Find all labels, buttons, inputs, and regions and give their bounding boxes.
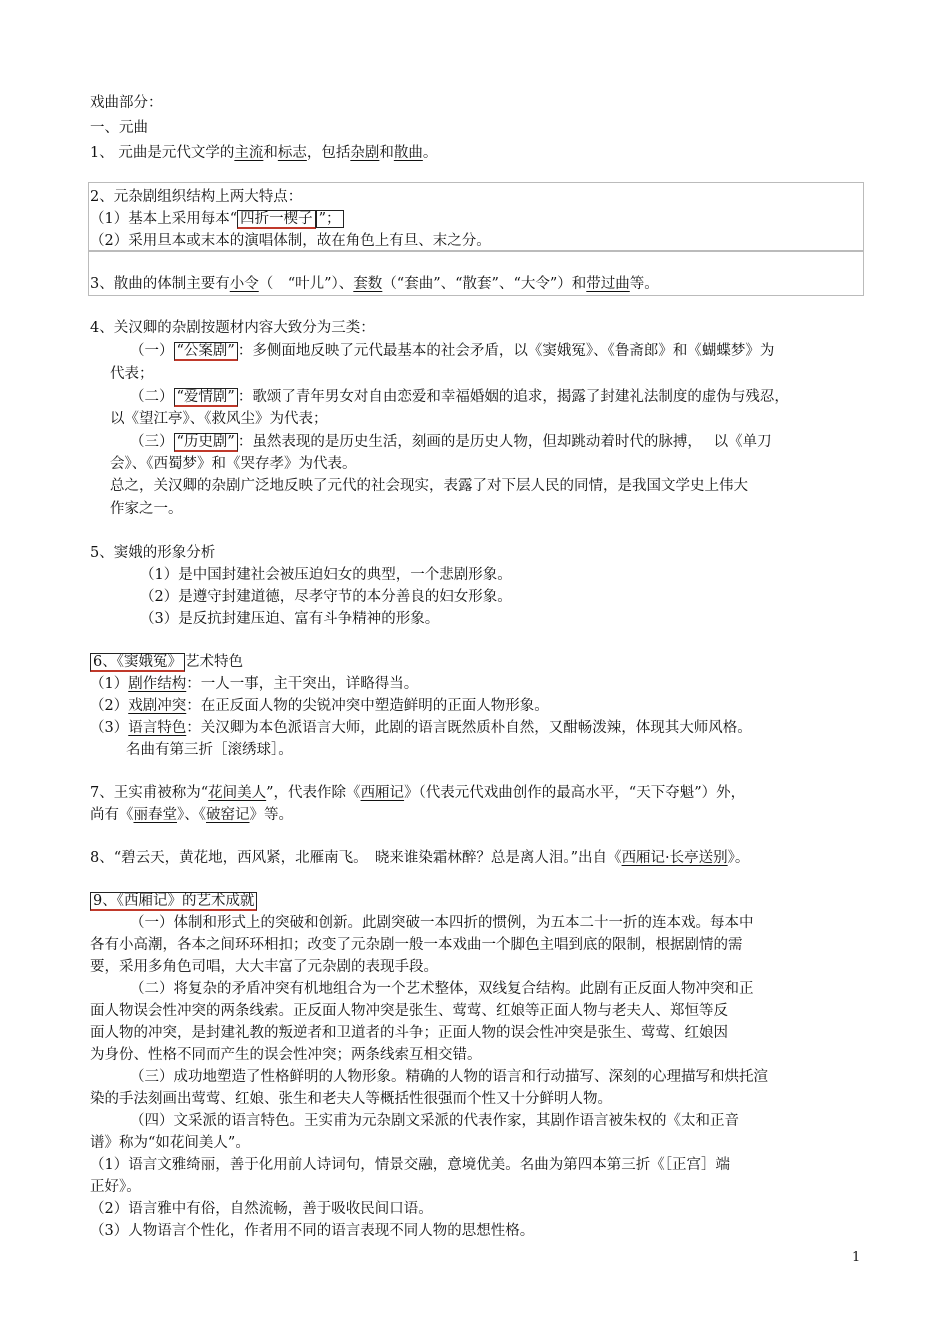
item-7: 7、王实甫被称为“花间美人”，代表作除《西厢记》（代表元代戏曲创作的最高水平，“天下夺魁”）外， <box>90 785 746 801</box>
item-9-p4-2: 谱》称为“如花间美人”。 <box>90 1135 250 1151</box>
item-9-p1-2: 各有小高潮，各本之间环环相扣；改变了元杂剧一般一本戏曲一个脚色主唱到底的限制，根据剧情的需 <box>90 937 743 953</box>
item-9-p2: （二）将复杂的矛盾冲突有机地组合为一个艺术整体，双线复合结构。此剧有正反面人物冲突和正 <box>130 981 754 997</box>
item-9-p2-4: 为身份、性格不同而产生的误会性冲突；两条线索互相交错。 <box>90 1047 482 1063</box>
item-9-head: 9、《西厢记》的艺术成就 <box>90 891 257 911</box>
item-1: 1、 元曲是元代文学的主流和标志，包括杂剧和散曲。 <box>90 145 438 161</box>
item-9-p1: （一）体制和形式上的突破和创新。此剧突破一本四折的惯例，为五本二十一折的连本戏。每本中 <box>130 915 754 931</box>
item-9-p3-2: 染的手法刻画出莺莺、红娘、张生和老夫人等概括性很强而个性又十分鲜明人物。 <box>90 1091 612 1107</box>
item-4-head: 4、关汉卿的杂剧按题材内容大致分为三类： <box>90 320 375 336</box>
item-4-summary-cont: 作家之一。 <box>110 501 183 517</box>
item-4-c2: （二） “爱情剧” ：歌颂了青年男女对自由恋爱和幸福婚姻的追求，揭露了封建礼法制度的虚伪与残忍， <box>130 389 789 405</box>
doc-title: 戏曲部分： <box>90 95 163 111</box>
item-6-l3: （3）语言特色：关汉卿为本色派语言大师，此剧的语言既然质朴自然，又酣畅泼辣，体现其大师风格。 <box>90 720 752 736</box>
item-6-l1: （1）剧作结构：一人一事，主干突出，详略得当。 <box>90 676 419 692</box>
item-9-p3: （三）成功地塑造了性格鲜明的人物形象。精确的人物的语言和行动描写、深刻的心理描写和烘托渲 <box>130 1069 768 1085</box>
page-number: 1 <box>852 1250 861 1265</box>
item-8: 8、“碧云天，黄花地，西风紧，北雁南飞。 晓来谁染霜林醉？总是离人泪。”出自《西厢记·长亭送别》。 <box>90 850 750 866</box>
item-4-c3-cont: 会》、《西蜀梦》和《哭存孝》为代表。 <box>110 456 357 472</box>
item-6-l4: 名曲有第三折［滚绣球］。 <box>126 742 293 758</box>
item-6-l2: （2）戏剧冲突：在正反面人物的尖锐冲突中塑造鲜明的正面人物形象。 <box>90 698 549 714</box>
item-9-p2-2: 面人物误会性冲突的两条线索。正反面人物冲突是张生、莺莺、红娘等正面人物与老夫人、郑恒等反 <box>90 1003 728 1019</box>
section-heading: 一、元曲 <box>90 120 148 136</box>
item-9-p1-3: 要，采用多角色司唱，大大丰富了元杂剧的表现手段。 <box>90 959 438 975</box>
item-7-cont: 尚有《丽春堂》、《破窑记》等。 <box>90 807 293 823</box>
item-3: 3、散曲的体制主要有小令（ “叶儿”）、套数（“套曲”、“散套”、“大令”）和带过曲等。 <box>90 276 659 292</box>
item-4-c2-cont: 以《望江亭》、《救风尘》为代表； <box>110 411 328 427</box>
item-4-c1-cont: 代表； <box>110 366 154 382</box>
item-4-c3: （三） “历史剧” ：虽然表现的是历史生活，刻画的是历史人物，但却跳动着时代的脉搏， 以《单刀 <box>130 434 772 450</box>
item-9-p2-3: 面人物的冲突，是封建礼教的叛逆者和卫道者的斗争；正面人物的误会性冲突是张生、莺莺、红娘因 <box>90 1025 728 1041</box>
item-5-l2: （2）是遵守封建道德，尽孝守节的本分善良的妇女形象。 <box>140 589 512 605</box>
item-2: 2、元杂剧组织结构上两大特点： <box>90 189 303 205</box>
item-9-q2: （2）语言雅中有俗，自然流畅，善于吸收民间口语。 <box>90 1201 433 1217</box>
item-5-l3: （3）是反抗封建压迫、富有斗争精神的形象。 <box>140 611 440 627</box>
item-9-q3: （3）人物语言个性化，作者用不同的语言表现不同人物的思想性格。 <box>90 1223 535 1239</box>
item-9-q1: （1）语言文雅绮丽，善于化用前人诗词句，情景交融，意境优美。名曲为第四本第三折《［正宫］端 <box>90 1157 730 1173</box>
item-5-l1: （1）是中国封建社会被压迫妇女的典型，一个悲剧形象。 <box>140 567 512 583</box>
item-2-2: （2）采用旦本或末本的演唱体制，故在角色上有旦、末之分。 <box>90 233 491 249</box>
item-9-p4: （四）文采派的语言特色。王实甫为元杂剧文采派的代表作家，其剧作语言被朱权的《太和正音 <box>130 1113 739 1129</box>
item-4-summary: 总之，关汉卿的杂剧广泛地反映了元代的社会现实，表露了对下层人民的同情，是我国文学史上伟大 <box>110 478 748 494</box>
item-2-1: （1）基本上采用每本“ 四折一楔子 ”； <box>90 209 344 229</box>
item-4-c1: （一） “公案剧” ：多侧面地反映了元代最基本的社会矛盾，以《窦娥冤》、《鲁斋郎》和《蝴蝶梦》为 <box>130 343 775 359</box>
item-5-head: 5、窦娥的形象分析 <box>90 545 216 561</box>
item-6-head: 6、《窦娥冤》 艺术特色 <box>90 652 243 672</box>
item-9-q1-2: 正好》。 <box>90 1179 141 1195</box>
